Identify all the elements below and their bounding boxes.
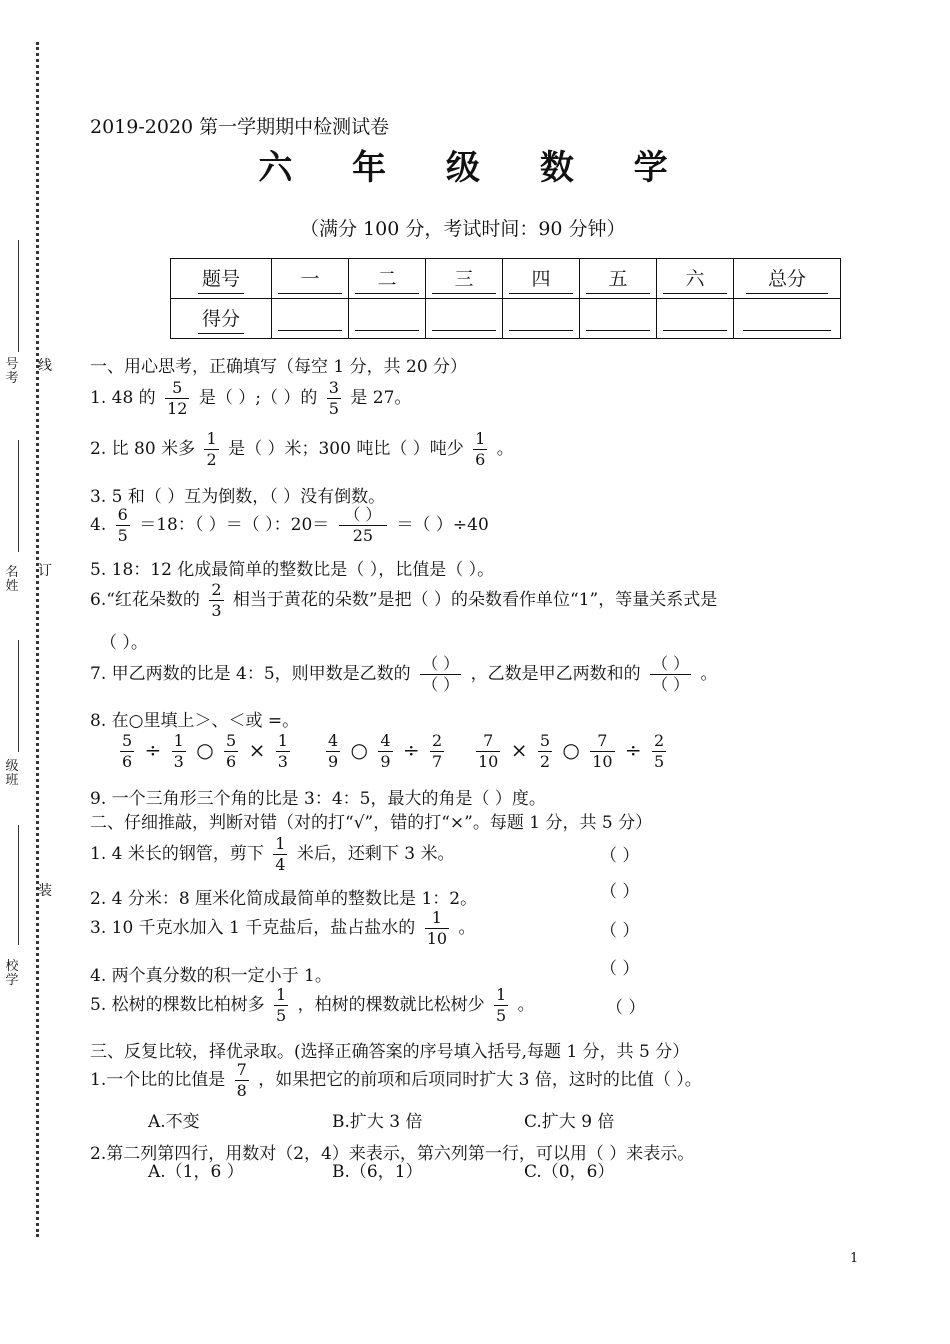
- fraction: $\frac{( )}{25}$: [339, 507, 387, 544]
- score-header-5: 五: [586, 264, 649, 294]
- score-header-total: 总分: [746, 264, 828, 294]
- fraction: $\frac{3}{5}$: [328, 378, 339, 418]
- fraction: $\frac{1}{5}$: [276, 985, 287, 1025]
- s1-question-9: 9. 一个三角形三个角的比是 3：4：5，最大的角是（ ）度。: [90, 789, 546, 809]
- s2-answer-paren-1[interactable]: （ ）: [600, 846, 640, 866]
- s2-question-4: 4. 两个真分数的积一定小于 1。: [90, 966, 332, 986]
- s1-question-7: 7. 甲乙两数的比是 4：5，则甲数是乙数的 $\frac{( )}{( )}$ ，乙数是甲乙两数和的 $\frac{( )}{( )}$ 。: [90, 654, 718, 694]
- s3-q1-option-b: B.扩大 3 倍: [332, 1112, 423, 1132]
- exam-title: 六 年 级 数 学: [258, 148, 692, 188]
- s2-question-5: 5. 松树的棵数比柏树多 $\frac{1}{5}$ ，柏树的棵数就比松树少 $\frac{1}{5}$ 。: [90, 985, 535, 1025]
- fraction: $\frac{2}{7}$: [432, 731, 443, 771]
- side-label-school: 校学: [5, 959, 19, 988]
- fraction: $\frac{1}{6}$: [475, 429, 486, 469]
- s3-question-1: 1.一个比的比值是 $\frac{7}{8}$ ，如果把它的前项和后项同时扩大 3 倍，这时的比值（ ）。: [90, 1060, 702, 1100]
- score-cell-5[interactable]: [580, 299, 657, 339]
- side-label-name: 名姓: [5, 565, 19, 594]
- binding-line-2: [18, 440, 19, 552]
- fraction: $\frac{5}{2}$: [539, 731, 551, 771]
- score-cell-2[interactable]: [349, 299, 426, 339]
- binding-line-1: [18, 240, 19, 352]
- score-header-4: 四: [509, 264, 572, 294]
- fraction: $\frac{1}{3}$: [173, 731, 184, 771]
- fraction: $\frac{4}{9}$: [328, 731, 339, 771]
- side-label-exam-number: 号考: [5, 357, 19, 386]
- s1-question-6-continued: （ ）。: [100, 633, 148, 653]
- score-header-1: 一: [278, 264, 341, 294]
- s1-question-4: 4. $\frac{6}{5}$ ＝18：（ ）＝（ ）：20＝ $\frac{( )}{25}$ ＝（ ）÷40: [90, 505, 489, 545]
- s3-q2-option-c: C.（0，6）: [524, 1162, 615, 1182]
- binding-dotted-line: [36, 42, 39, 1237]
- s2-answer-paren-5[interactable]: （ ）: [606, 998, 646, 1018]
- fraction: $\frac{5}{6}$: [122, 731, 133, 771]
- s2-answer-paren-2[interactable]: （ ）: [600, 882, 640, 902]
- s1-q8-group-2: $\frac{4}{9}$ ○ $\frac{4}{9}$ ÷ $\frac{2}{7}$: [328, 731, 443, 771]
- compare-circle[interactable]: ○: [196, 738, 214, 762]
- section1-heading: 一、用心思考，正确填写（每空 1 分，共 20 分）: [90, 357, 468, 377]
- score-cell-6[interactable]: [657, 299, 734, 339]
- side-mark-seal: 装: [38, 883, 52, 899]
- fraction: $\frac{2}{5}$: [654, 731, 665, 771]
- compare-circle[interactable]: ○: [562, 738, 580, 762]
- s1-question-8: 8. 在○里填上＞、＜或 =。: [90, 711, 300, 731]
- s1-question-3: 3. 5 和（ ）互为倒数，（ ）没有倒数。: [90, 487, 386, 507]
- s1-question-1: 1. 48 的 $\frac{5}{12}$ 是（ ）;（ ）的 $\frac{3}{5}$ 是 27。: [90, 378, 412, 418]
- fraction: $\frac{5}{6}$: [226, 731, 237, 771]
- fraction: $\frac{( )}{( )}$: [422, 654, 460, 694]
- s2-answer-paren-3[interactable]: （ ）: [600, 921, 640, 941]
- fraction: $\frac{1}{5}$: [496, 985, 507, 1025]
- binding-line-3: [18, 640, 19, 752]
- score-cell-1[interactable]: [272, 299, 349, 339]
- side-mark-line: 线: [38, 358, 52, 374]
- s1-question-2: 2. 比 80 米多 $\frac{1}{2}$ 是（ ）米；300 吨比（ ）吨少 $\frac{1}{6}$ 。: [90, 429, 514, 469]
- exam-info: （满分 100 分，考试时间：90 分钟）: [300, 218, 626, 240]
- fraction: $\frac{7}{10}$: [478, 731, 499, 771]
- score-header-label: 题号: [198, 264, 244, 294]
- section3-heading: 三、反复比较，择优录取。(选择正确答案的序号填入括号,每题 1 分，共 5 分）: [90, 1042, 690, 1062]
- s2-question-2: 2. 4 分米：8 厘米化简成最简单的整数比是 1：2。: [90, 889, 478, 909]
- s3-question-2: 2.第二列第四行，用数对（2，4）来表示，第六列第一行，可以用（ ）来表示。: [90, 1144, 695, 1164]
- score-cell-total[interactable]: [734, 299, 841, 339]
- score-header-2: 二: [355, 264, 418, 294]
- s1-q8-group-3: $\frac{7}{10}$ × $\frac{5}{2}$ ○ $\frac{7}{10}$ ÷ $\frac{2}{5}$: [478, 731, 665, 771]
- s2-question-3: 3. 10 千克水加入 1 千克盐后，盐占盐水的 $\frac{1}{10}$ 。: [90, 908, 476, 948]
- s3-q1-option-c: C.扩大 9 倍: [524, 1112, 615, 1132]
- fraction: $\frac{1}{2}$: [206, 429, 217, 469]
- s3-q2-option-b: B.（6，1）: [332, 1162, 423, 1182]
- page-number: 1: [850, 1251, 859, 1266]
- score-row-label: 得分: [198, 304, 244, 334]
- fraction: $\frac{2}{3}$: [211, 580, 222, 620]
- fraction: $\frac{1}{4}$: [275, 834, 286, 874]
- side-mark-bind: 订: [38, 563, 52, 579]
- s1-question-5: 5. 18：12 化成最简单的整数比是（ ），比值是（ ）。: [90, 560, 495, 580]
- fraction: $\frac{( )}{( )}$: [651, 654, 690, 694]
- score-cell-3[interactable]: [426, 299, 503, 339]
- fraction: $\frac{5}{12}$: [167, 378, 188, 418]
- s2-answer-paren-4[interactable]: （ ）: [600, 959, 640, 979]
- compare-circle[interactable]: ○: [350, 738, 368, 762]
- binding-line-4: [18, 825, 19, 945]
- fraction: $\frac{1}{10}$: [426, 908, 448, 948]
- s1-question-6: 6.“红花朵数的 $\frac{2}{3}$ 相当于黄花的朵数”是把（ ）的朵数看作单位“1”，等量关系式是: [90, 580, 718, 620]
- fraction: $\frac{4}{9}$: [380, 731, 391, 771]
- s3-q1-option-a: A.不变: [148, 1112, 200, 1132]
- score-header-6: 六: [663, 264, 726, 294]
- score-table: [170, 258, 841, 339]
- score-header-3: 三: [432, 264, 495, 294]
- s2-question-1: 1. 4 米长的钢管，剪下 $\frac{1}{4}$ 米后，还剩下 3 米。: [90, 834, 455, 874]
- side-label-class: 级班: [5, 759, 19, 788]
- score-cell-4[interactable]: [503, 299, 580, 339]
- fraction: $\frac{6}{5}$: [117, 505, 128, 545]
- s1-q8-group-1: $\frac{5}{6}$ ÷ $\frac{1}{3}$ ○ $\frac{5}{6}$ × $\frac{1}{3}$: [122, 731, 288, 771]
- s3-q2-option-a: A.（1，6 ）: [148, 1162, 244, 1182]
- fraction: $\frac{7}{8}$: [236, 1060, 247, 1100]
- section2-heading: 二、仔细推敲，判断对错（对的打“√”，错的打“×”。每题 1 分，共 5 分）: [90, 813, 653, 833]
- term-heading: 2019-2020 第一学期期中检测试卷: [90, 116, 390, 138]
- fraction: $\frac{1}{3}$: [277, 731, 288, 771]
- fraction: $\frac{7}{10}$: [592, 731, 613, 771]
